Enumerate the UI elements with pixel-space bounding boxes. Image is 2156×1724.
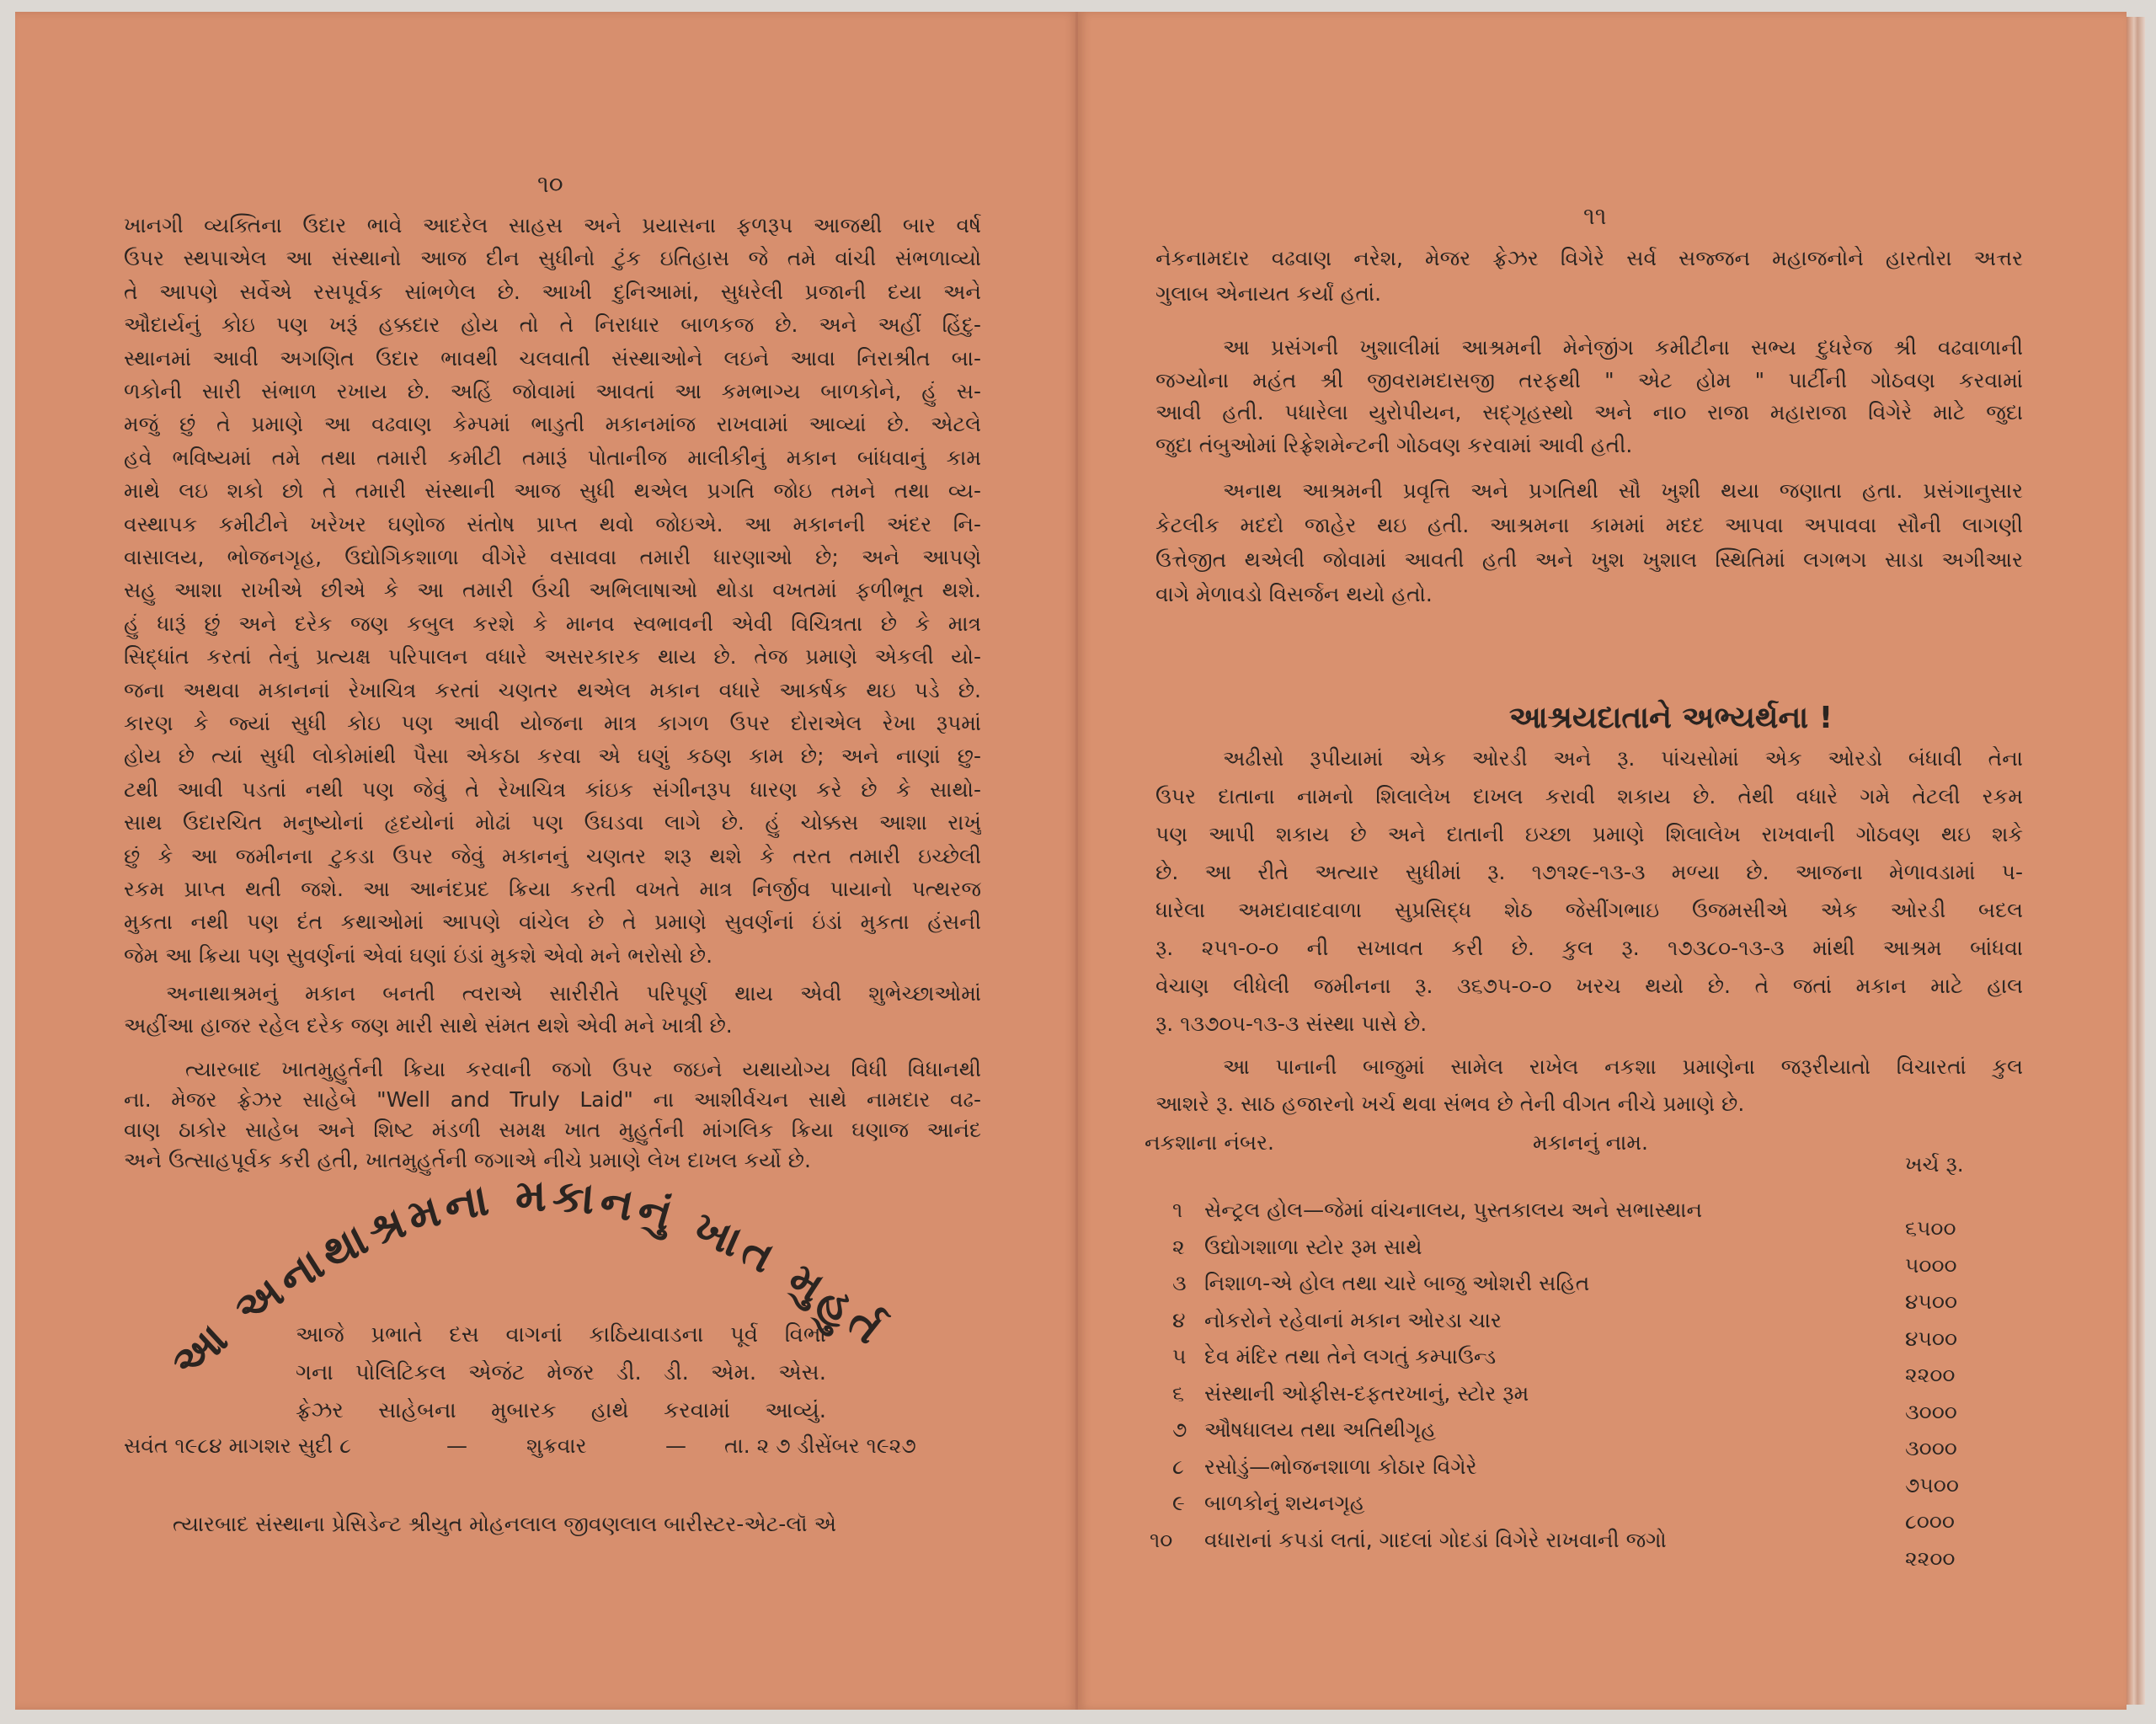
- table-row-number: ૫: [1172, 1344, 1187, 1369]
- inscription-date-samvat: સવંત ૧૯૮૪ માગશર સુદી ૮: [124, 1433, 351, 1458]
- text-line: રૂ. ૨૫૧-૦-૦ ની સખાવત કરી છે. કુલ રૂ. ૧૭૩૮૦-૧૩-૩ માંથી આશ્રમ બાંધવા: [1155, 936, 2023, 960]
- text-line: રકમ પ્રાપ્ત થતી જશે. આ આનંદપ્રદ ક્રિયા કરતી વખતે માત્ર નિર્જીવ પાયાનો પત્થરજ: [124, 877, 981, 901]
- text-line: જેમ આ ક્રિયા પણ સુવર્ણનાં એવાં ઘણાં ઇંડાં મુકશે એવો મને ભરોસો છે.: [124, 943, 713, 968]
- text-line: છું કે આ જમીનના ટુકડા ઉપર જેવું મકાનનું ચણતર શરૂ થશે કે તરત તમારી ઇચ્છેલી: [124, 844, 981, 868]
- table-row-name: રસોડું—ભોજનશાળા કોઠાર વિગેરે: [1204, 1454, 1477, 1479]
- text-line: મુકતા નથી પણ દંત કથાઓમાં આપણે વાંચેલ છે તે પ્રમાણે સુવર્ણનાં ઇંડાં મુકતા હંસની: [124, 910, 981, 934]
- text-line: વસ્થાપક કમીટીને ખરેખર ઘણોજ સંતોષ પ્રાપ્ત થવો જોઇએ. આ મકાનની અંદર નિ-: [124, 512, 981, 536]
- text-line: ત્યારબાદ ખાતમુહુર્તની ક્રિયા કરવાની જગો ઉપર જઇને યથાયોગ્ય વિધી વિધાનથી: [185, 1057, 981, 1081]
- text-line: હવે ભવિષ્યમાં તમે તથા તમારી કમીટી તમારૂં પોતાનીજ માલીકીનું મકાન બાંધવાનું કામ: [124, 446, 981, 470]
- table-row-number: ૮: [1172, 1454, 1184, 1479]
- text-line: ગુલાબ એનાયત કર્યાં હતાં.: [1155, 281, 1382, 306]
- table-row-name: નોકરોને રહેવાનાં મકાન ઓરડા ચાર: [1204, 1308, 1502, 1332]
- text-line: મજું છું તે પ્રમાણે આ વઢવાણ કેમ્પમાં ભાડુતી મકાનમાંજ રાખવામાં આવ્યાં છે. એટલે: [124, 412, 981, 436]
- table-row-cost: ૨૨૦૦: [1905, 1546, 1956, 1571]
- inscription-line: ગના પોલિટિકલ એજંટ મેજર ડી. ડી. એમ. એસ.: [296, 1360, 826, 1385]
- text-line: આવી હતી. પધારેલા યુરોપીયન, સદ્ગૃહસ્થો અને ના૦ રાજા મહારાજા વિગેરે માટે જુદા: [1155, 400, 2023, 424]
- table-row-cost: ૪૫૦૦: [1905, 1326, 1958, 1351]
- page-number: ૧૧: [1583, 202, 1607, 230]
- table-row-number: ૭: [1172, 1417, 1187, 1442]
- table-row-cost: ૩૦૦૦: [1905, 1400, 1957, 1424]
- table-row-name: નિશાળ-એ હોલ તથા ચારે બાજુ ઓશરી સહિત: [1204, 1271, 1590, 1295]
- inscription-title: આ અનાથાશ્રમના મકાનનું ખાત મુહુર્ત: [162, 1170, 896, 1390]
- text-line: જના અથવા મકાનનાં રેખાચિત્ર કરતાં ચણતર થએલ મકાન વધારે આકર્ષક થઇ પડે છે.: [124, 678, 981, 702]
- text-line: ઉપર દાતાના નામનો શિલાલેખ દાખલ કરાવી શકાય છે. તેથી વધારે ગમે તેટલી રકમ: [1155, 784, 2023, 809]
- table-row-name: દેવ મંદિર તથા તેને લગતું કમ્પાઉન્ડ: [1204, 1344, 1497, 1369]
- text-line: ના. મેજર ફ્રેઝર સાહેબે "Well and Truly Laid" ના આશીર્વચન સાથે નામદાર વઢ-: [124, 1087, 981, 1112]
- text-line: વાગે મેળાવડો વિસર્જન થયો હતો.: [1155, 582, 1433, 606]
- text-line: ટથી આવી પડતાં નથી પણ જેવું તે રેખાચિત્ર કાંઇક સંગીનરૂપ ધારણ કરે છે કે સાથો-: [124, 777, 981, 802]
- table-header: નકશાના નંબર.: [1145, 1130, 1274, 1155]
- table-row-number: ૬: [1172, 1381, 1185, 1406]
- text-line: અનાથાશ્રમનું મકાન બનતી ત્વરાએ સારીરીતે પરિપૂર્ણ થાય એવી શુભેચ્છાઓમાં: [166, 981, 981, 1006]
- text-line: આશરે રૂ. સાઠ હજારનો ખર્ચ થવા સંભવ છે તેની વીગત નીચે પ્રમાણે છે.: [1155, 1092, 1745, 1116]
- text-line: તે આપણે સર્વેએ રસપૂર્વક સાંભળેલ છે. આખી દુનિઆમાં, સુધરેલી પ્રજાની દયા અને: [124, 280, 981, 304]
- table-row-cost: ૪૫૦૦: [1905, 1289, 1958, 1314]
- inscription-date-english: તા. ૨ ૭ ડીસેંબર ૧૯૨૭: [724, 1433, 916, 1458]
- text-line: સ્થાનમાં આવી અગણિત ઉદાર ભાવથી ચલવાતી સંસ્થાઓને લઇને આવા નિરાશ્રીત બા-: [124, 346, 981, 371]
- text-line: આ પ્રસંગની ખુશાલીમાં આશ્રમની મેનેજીંગ કમીટીના સભ્ય દુધરેજ શ્રી વઢવાળાની: [1223, 335, 2023, 360]
- table-row-cost: ૫૦૦૦: [1905, 1253, 1957, 1278]
- text-line: સાથ ઉદારચિત મનુષ્યોનાં હૃદયોનાં મોઢાં પણ ઉઘડવા લાગે છે. હું ચોક્કસ આશા રાખું: [124, 810, 981, 835]
- table-row-name: ઉદ્યોગશાળા સ્ટોર રૂમ સાથે: [1204, 1235, 1422, 1259]
- text-line: અને ઉત્સાહપૂર્વક કરી હતી, ખાતમુહુર્તની જગાએ નીચે પ્રમાણે લેખ દાખલ કર્યો છે.: [124, 1148, 811, 1172]
- text-line: હું ધારૂં છું અને દરેક જણ કબુલ કરશે કે માનવ સ્વભાવની એવી વિચિત્રતા છે કે માત્ર: [124, 611, 981, 636]
- inscription-line: આજે પ્રભાતે દસ વાગનાં કાઠિયાવાડના પૂર્વ વિભા: [296, 1322, 826, 1348]
- table-row-cost: ૨૨૦૦: [1905, 1363, 1956, 1387]
- text-line: ળકોની સારી સંભાળ રખાય છે. અહિં જોવામાં આવતાં આ કમભાગ્ય બાળકોને, હું સ-: [124, 379, 981, 403]
- text-line: વાસાલય, ભોજનગૃહ, ઉદ્યોગિકશાળા વીગેરે વસાવવા તમારી ધારણાઓ છે; અને આપણે: [124, 545, 981, 569]
- table-row-number: ૧૦: [1150, 1528, 1173, 1552]
- text-line: હોય છે ત્યાં સુધી લોકોમાંથી પૈસા એકઠા કરવા એ ઘણું કઠણ કામ છે; અને નાણાં છુ-: [124, 744, 981, 768]
- table-row-number: ૧: [1172, 1198, 1183, 1222]
- text-line: જુદા તંબુઓમાં રિફ્રેશમેન્ટની ગોઠવણ કરવામાં આવી હતી.: [1155, 433, 1633, 457]
- text-line: પણ આપી શકાય છે અને દાતાની ઇચ્છા પ્રમાણે શિલાલેખ રાખવાની ગોઠવણ થઇ શકે: [1155, 822, 2023, 846]
- text-line: છે. આ રીતે અત્યાર સુધીમાં રૂ. ૧૭૧૨૯-૧૩-૩ મળ્યા છે. આજના મેળાવડામાં પ-: [1155, 860, 2023, 884]
- table-row-name: વધારાનાં કપડાં લતાં, ગાદલાં ગોદડાં વિગેરે રાખવાની જગો: [1204, 1528, 1667, 1552]
- text-line: નેકનામદાર વઢવાણ નરેશ, મેજર ફ્રેઝર વિગેરે સર્વ સજ્જન મહાજનોને હારતોરા અત્તર: [1155, 246, 2023, 270]
- text-line: ઔદાર્યનું કોઇ પણ ખરૂં હક્કદાર હોય તો તે નિરાધાર બાળકજ છે. અને અહીં હિંદુ-: [124, 312, 981, 337]
- table-row-cost: ૬૫૦૦: [1905, 1216, 1956, 1241]
- table-row-name: ઔષધાલય તથા અતિથીગૃહ: [1204, 1417, 1436, 1442]
- text-line: માથે લઇ શકો છો તે તમારી સંસ્થાની આજ સુધી થએલ પ્રગતિ જોઇ તમને તથા વ્ય-: [124, 478, 981, 503]
- text-line: ધારેલા અમદાવાદવાળા સુપ્રસિદ્ધ શેઠ જેસીંગભાઇ ઉજમસીએ એક ઓરડી બદલ: [1155, 898, 2023, 922]
- text-line: કેટલીક મદદો જાહેર થઇ હતી. આશ્રમના કામમાં મદદ આપવા અપાવવા સૌની લાગણી: [1155, 513, 2023, 537]
- text-line: ઉત્તેજીત થએલી જોવામાં આવતી હતી અને ખુશ ખુશાલ સ્થિતિમાં લગભગ સાડા અગીઆર: [1155, 547, 2023, 572]
- section-heading: આશ્રયદાતાને અભ્યર્થના !: [1508, 701, 1833, 735]
- table-row-name: બાળકોનું શયનગૃહ: [1204, 1491, 1365, 1515]
- dash: —: [665, 1433, 686, 1458]
- text-line: જગ્યોના મહંત શ્રી જીવરામદાસજી તરફથી " એટ હોમ " પાર્ટીની ગોઠવણ કરવામાં: [1155, 368, 2023, 392]
- page-number: ૧૦: [537, 170, 563, 198]
- table-row-cost: ૮૦૦૦: [1905, 1509, 1955, 1534]
- dash: —: [446, 1433, 467, 1458]
- inscription-weekday: શુક્રવાર: [526, 1433, 587, 1458]
- table-row-cost: ૭૫૦૦: [1905, 1473, 1959, 1497]
- text-line: સિદ્ધાંત કરતાં તેનું પ્રત્યક્ષ પરિપાલન વધારે અસરકારક થાય છે. તેજ પ્રમાણે એકલી યો-: [124, 644, 981, 669]
- text-line: વાણ ઠાકોર સાહેબ અને શિષ્ટ મંડળી સમક્ષ ખાત મુહુર્તની માંગલિક ક્રિયા ઘણાજ આનંદ: [124, 1118, 981, 1142]
- table-row-number: ૪: [1172, 1308, 1186, 1332]
- text-line: આ પાનાની બાજુમાં સામેલ રાખેલ નકશા પ્રમાણેના જરૂરીયાતો વિચારતાં કુલ: [1223, 1054, 2023, 1079]
- inscription-line: ફ્રેઝર સાહેબના મુબારક હાથે કરવામાં આવ્યું.: [296, 1398, 826, 1423]
- table-header: ખર્ચ રૂ.: [1905, 1152, 1964, 1177]
- table-row-name: સેન્ટ્રલ હોલ—જેમાં વાંચનાલય, પુસ્તકાલય અને સભાસ્થાન: [1204, 1198, 1703, 1222]
- text-line: કારણ કે જ્યાં સુધી કોઇ પણ આવી યોજના માત્ર કાગળ ઉપર દોરાએલ રેખા રૂપમાં: [124, 711, 981, 735]
- table-row-number: ૯: [1172, 1491, 1185, 1515]
- text-line: અઢીસો રૂપીયામાં એક ઓરડી અને રૂ. પાંચસોમાં એક ઓરડો બંધાવી તેના: [1223, 746, 2023, 771]
- closing-line: ત્યારબાદ સંસ્થાના પ્રેસિડેન્ટ શ્રીયુત મોહનલાલ જીવણલાલ બારીસ્ટર-એટ-લૉ એ: [173, 1512, 836, 1536]
- text-line: રૂ. ૧૩૭૦૫-૧૩-૩ સંસ્થા પાસે છે.: [1155, 1011, 1428, 1036]
- text-line: અહીંઆ હાજર રહેલ દરેક જણ મારી સાથે સંમત થશે એવી મને ખાત્રી છે.: [124, 1013, 733, 1038]
- text-line: સહુ આશા રાખીએ છીએ કે આ તમારી ઉંચી અભિલાષાઓ થોડા વખતમાં ફળીભૂત થશે.: [124, 578, 981, 602]
- table-row-number: ૨: [1172, 1235, 1185, 1259]
- text-line: અનાથ આશ્રમની પ્રવૃત્તિ અને પ્રગતિથી સૌ ખુશી થયા જણાતા હતા. પ્રસંગાનુસાર: [1223, 478, 2023, 503]
- text-line: વેચાણ લીધેલી જમીનના રૂ. ૩૬૭૫-૦-૦ ખરચ થયો છે. તે જતાં મકાન માટે હાલ: [1155, 974, 2023, 998]
- table-row-name: સંસ્થાની ઓફીસ-દફતરખાનું, સ્ટોર રૂમ: [1204, 1381, 1529, 1406]
- text-line: ઉપર સ્થપાએલ આ સંસ્થાનો આજ દીન સુધીનો ટુંક ઇતિહાસ જે તમે વાંચી સંભળાવ્યો: [124, 246, 981, 270]
- table-row-cost: ૩૦૦૦: [1905, 1436, 1957, 1460]
- text-line: ખાનગી વ્યક્તિના ઉદાર ભાવે આદરેલ સાહસ અને પ્રયાસના ફળરૂપ આજથી બાર વર્ષ: [124, 213, 981, 238]
- table-row-number: ૩: [1172, 1271, 1187, 1295]
- table-header: મકાનનું નામ.: [1533, 1130, 1648, 1155]
